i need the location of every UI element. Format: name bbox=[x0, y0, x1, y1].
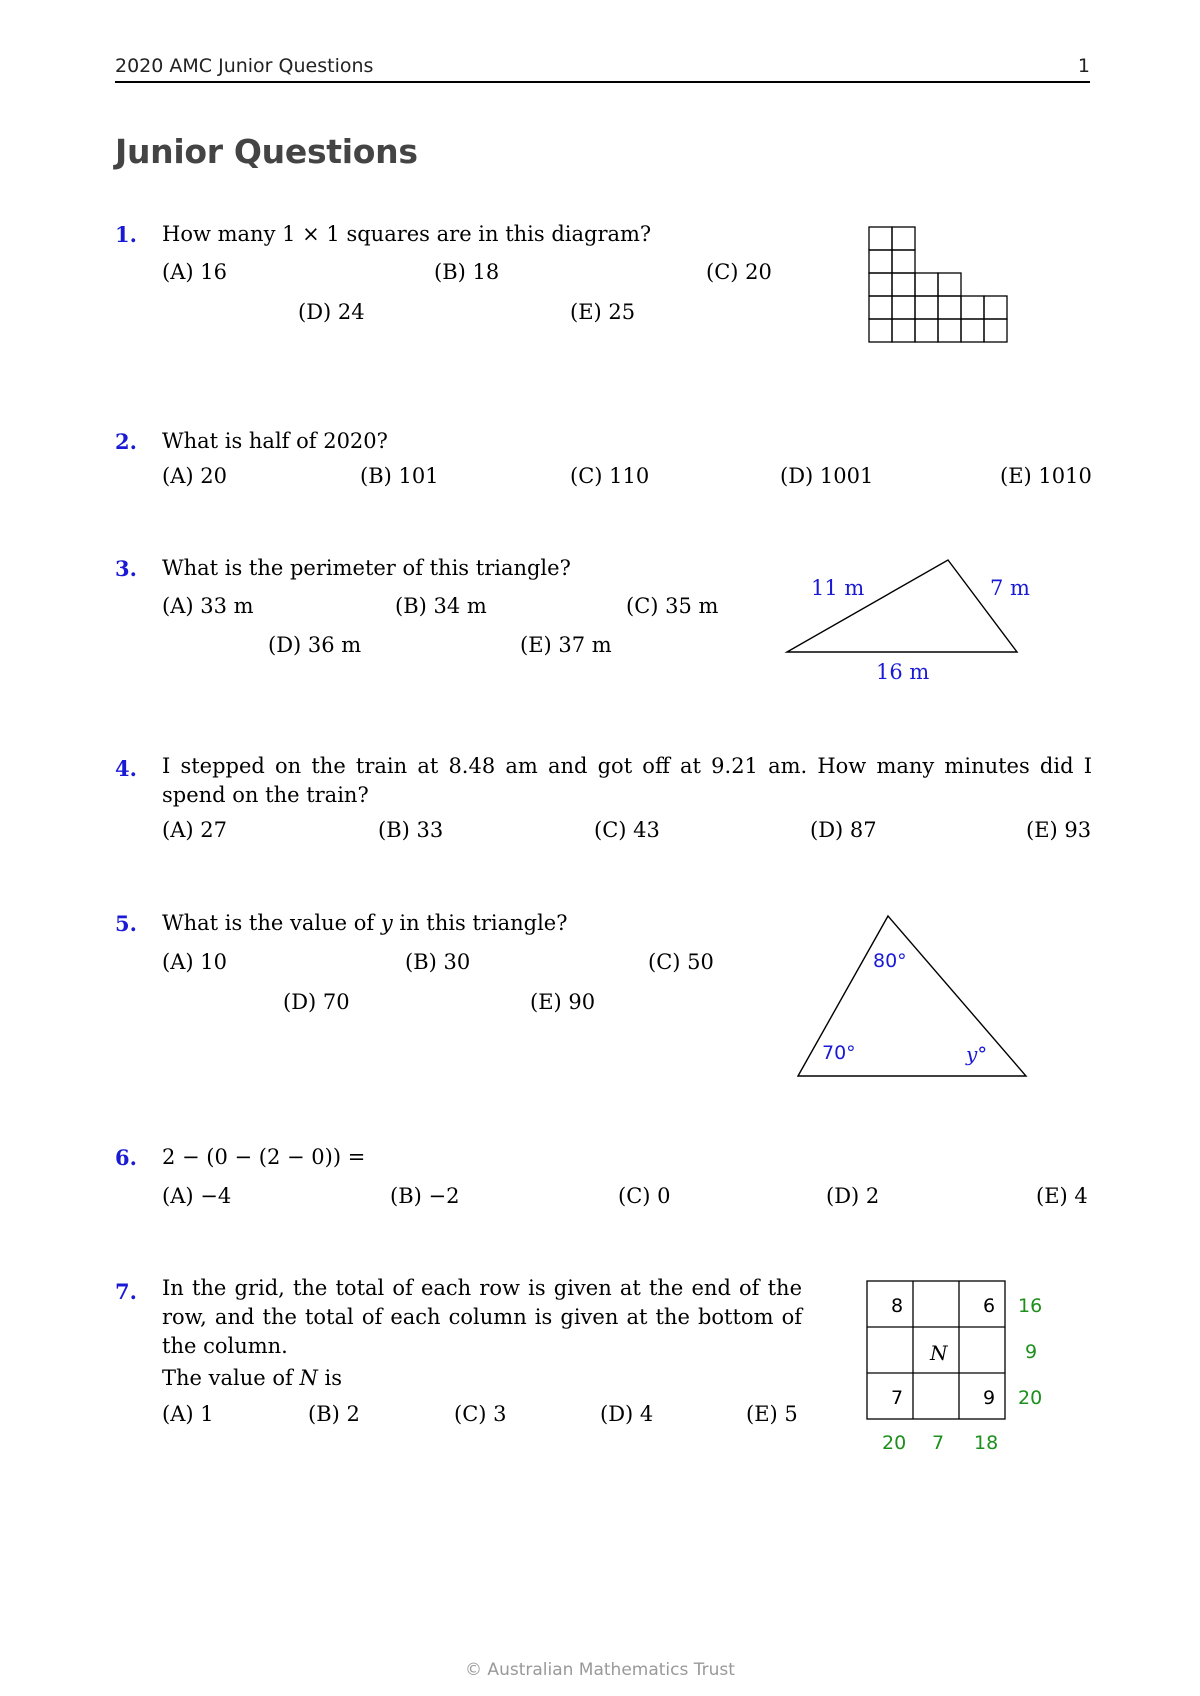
side-label-left: 11 m bbox=[811, 576, 865, 600]
page-title: Junior Questions bbox=[115, 132, 418, 171]
option-c: (C) 35 m bbox=[626, 594, 719, 618]
variable-n: N bbox=[299, 1366, 318, 1390]
option-b: (B) 2 bbox=[308, 1402, 360, 1426]
grid-cell: 9 bbox=[983, 1387, 996, 1409]
question-number: 2. bbox=[115, 429, 137, 454]
question-number: 4. bbox=[115, 756, 137, 781]
side-label-bottom: 16 m bbox=[876, 660, 930, 684]
option-d: (D) 24 bbox=[298, 300, 365, 324]
grid-cell: 7 bbox=[891, 1387, 904, 1409]
running-header: 2020 AMC Junior Questions bbox=[115, 55, 374, 77]
grid-cell: N bbox=[930, 1341, 948, 1365]
option-b: (B) 18 bbox=[434, 260, 500, 284]
copyright-footer: © Australian Mathematics Trust bbox=[465, 1660, 735, 1680]
question-number: 7. bbox=[115, 1279, 137, 1304]
page-number: 1 bbox=[1077, 55, 1090, 77]
angle-label-left: 70° bbox=[822, 1042, 856, 1064]
option-d: (D) 36 m bbox=[268, 633, 362, 657]
option-e: (E) 5 bbox=[746, 1402, 798, 1426]
option-c: (C) 20 bbox=[706, 260, 772, 284]
option-e: (E) 90 bbox=[530, 990, 596, 1014]
header-rule bbox=[115, 81, 1090, 83]
row-total: 16 bbox=[1018, 1295, 1043, 1317]
option-e: (E) 37 m bbox=[520, 633, 612, 657]
option-b: (B) 30 bbox=[405, 950, 471, 974]
question-text: What is the perimeter of this triangle? bbox=[162, 556, 571, 580]
question-text: What is half of 2020? bbox=[162, 429, 388, 453]
option-c: (C) 50 bbox=[648, 950, 714, 974]
option-e: (E) 4 bbox=[1036, 1184, 1088, 1208]
option-a: (A) 16 bbox=[162, 260, 227, 284]
option-b: (B) 101 bbox=[360, 464, 439, 488]
question-text: I stepped on the train at 8.48 am and got off at 9.21 am. How many minutes did I spend on the train? bbox=[162, 754, 1092, 807]
row-total: 20 bbox=[1018, 1387, 1043, 1409]
option-c: (C) 43 bbox=[594, 818, 660, 842]
question-number: 1. bbox=[115, 222, 137, 247]
option-d: (D) 87 bbox=[810, 818, 877, 842]
option-c: (C) 110 bbox=[570, 464, 650, 488]
option-c: (C) 0 bbox=[618, 1184, 671, 1208]
row-total: 9 bbox=[1025, 1341, 1038, 1363]
option-e: (E) 25 bbox=[570, 300, 636, 324]
question-text: In the grid, the total of each row is given at the end of the row, and the total of each column is given at the bottom of the column. bbox=[162, 1276, 802, 1358]
question-number: 5. bbox=[115, 911, 137, 936]
question-number: 6. bbox=[115, 1145, 137, 1170]
option-a: (A) 10 bbox=[162, 950, 227, 974]
option-e: (E) 93 bbox=[1026, 818, 1092, 842]
question-text: What is the value of y in this triangle? bbox=[162, 911, 568, 935]
question-text: 2 − (0 − (2 − 0)) = bbox=[162, 1145, 366, 1169]
option-c: (C) 3 bbox=[454, 1402, 507, 1426]
option-d: (D) 4 bbox=[600, 1402, 654, 1426]
option-d: (D) 1001 bbox=[780, 464, 874, 488]
question-text-2: The value of N is bbox=[162, 1366, 343, 1390]
column-total: 18 bbox=[974, 1432, 999, 1454]
angle-label-top: 80° bbox=[873, 950, 907, 972]
angle-label-right: y° bbox=[966, 1042, 988, 1066]
staircase-squares-diagram bbox=[868, 226, 1013, 366]
side-label-right: 7 m bbox=[990, 576, 1030, 600]
option-b: (B) 33 bbox=[378, 818, 444, 842]
option-d: (D) 70 bbox=[283, 990, 350, 1014]
option-a: (A) 20 bbox=[162, 464, 227, 488]
option-b: (B) −2 bbox=[390, 1184, 460, 1208]
question-text: How many 1 × 1 squares are in this diagram? bbox=[162, 222, 652, 246]
option-d: (D) 2 bbox=[826, 1184, 880, 1208]
column-total: 7 bbox=[932, 1432, 945, 1454]
grid-cell: 6 bbox=[983, 1295, 996, 1317]
option-b: (B) 34 m bbox=[395, 594, 487, 618]
option-a: (A) 1 bbox=[162, 1402, 214, 1426]
column-total: 20 bbox=[882, 1432, 907, 1454]
question-number: 3. bbox=[115, 556, 137, 581]
option-a: (A) −4 bbox=[162, 1184, 232, 1208]
option-e: (E) 1010 bbox=[1000, 464, 1092, 488]
variable-y: y bbox=[380, 911, 393, 935]
option-a: (A) 27 bbox=[162, 818, 227, 842]
grid-cell: 8 bbox=[891, 1295, 904, 1317]
option-a: (A) 33 m bbox=[162, 594, 254, 618]
